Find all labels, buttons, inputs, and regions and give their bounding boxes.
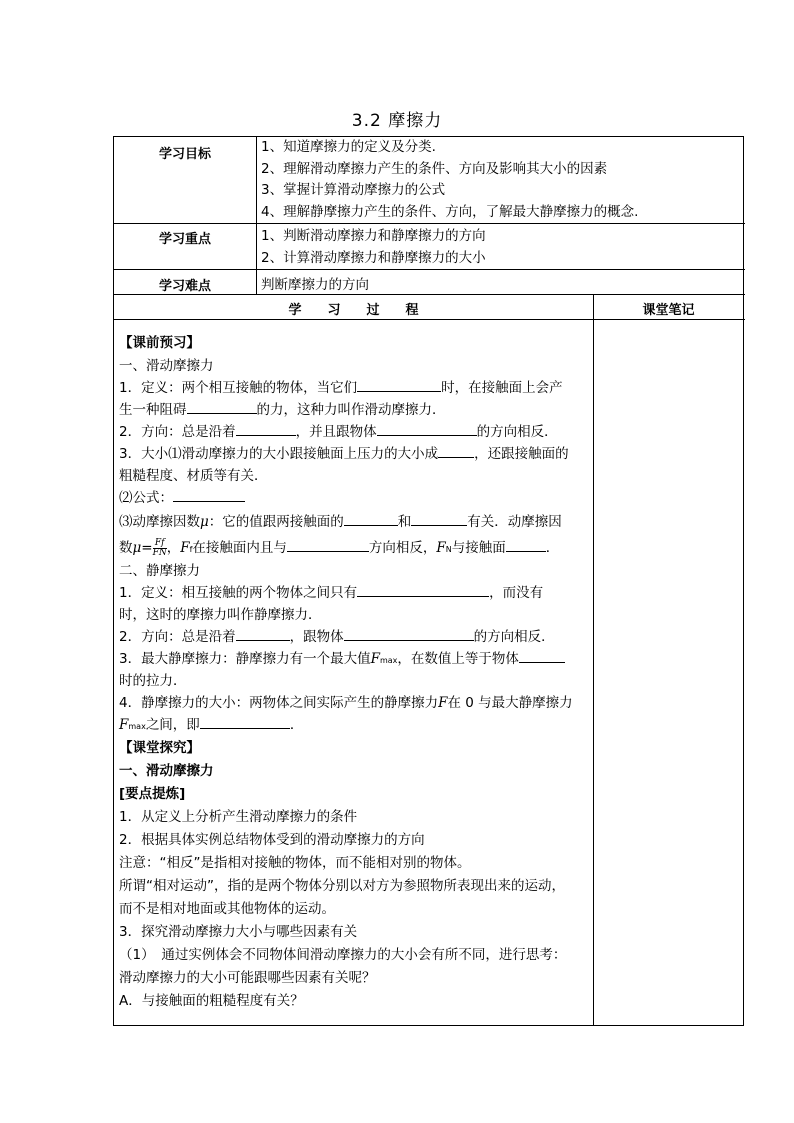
content-line: （1） 通过实例体会不同物体间滑动摩擦力的大小会有所不同，进行思考：	[119, 947, 567, 963]
content-line: 1．从定义上分析产生滑动摩擦力的条件	[119, 809, 358, 825]
content-line: 2．根据具体实例总结物体受到的滑动摩擦力的方向	[119, 832, 425, 848]
objective-item: 2、理解滑动摩擦力产生的条件、方向及影响其大小的因素	[261, 160, 608, 177]
key-points-list	[261, 225, 486, 269]
content-line: 1．定义：两个相互接触的物体，当它们 时，在接触面上会产	[119, 377, 563, 399]
content-line: 2．方向：总是沿着 ，跟物体 的方向相反．	[119, 626, 555, 648]
section-heading: 二、静摩擦力	[119, 563, 200, 579]
fill-blank	[173, 487, 245, 502]
page-title: 3.2 摩擦力	[351, 111, 443, 131]
row-divider	[114, 319, 745, 320]
content-line: 滑动摩擦力的大小可能跟哪些因素有关呢？	[119, 970, 376, 986]
section-heading: 一、滑动摩擦力	[119, 358, 214, 374]
content-line: Fmax之间，即 ．	[119, 714, 303, 738]
content-line: 1．定义：相互接触的两个物体之间只有 ，而没有	[119, 582, 543, 604]
preview-heading: 【课前预习】	[119, 335, 200, 351]
fill-blank	[357, 582, 489, 597]
content-line: ⑵公式：	[119, 487, 245, 509]
fill-blank	[519, 648, 565, 663]
explore-heading: 【课堂探究】	[119, 740, 200, 756]
lesson-table	[113, 136, 744, 1026]
content-line: 4．静摩擦力的大小：两物体之间实际产生的静摩擦力F在 0 与最大静摩擦力	[119, 695, 573, 711]
key-point-item: 2、计算滑动摩擦力和静摩擦力的大小	[261, 250, 486, 266]
fill-blank	[377, 421, 477, 436]
content-line: 所谓“相对运动”，指的是两个物体分别以对方为参照物所表现出来的运动，	[119, 878, 565, 894]
fill-blank	[344, 626, 474, 641]
column-divider	[593, 294, 594, 1025]
row-divider	[114, 223, 745, 224]
row-divider	[114, 294, 745, 295]
key-point-item: 1、判断滑动摩擦力和静摩擦力的方向	[261, 228, 486, 244]
content-line: ⑶动摩擦因数μ：它的值跟两接触面的 和 有关．动摩擦因	[119, 511, 562, 533]
difficulty-label: 学习难点	[158, 279, 211, 294]
fill-blank	[200, 714, 290, 729]
fill-blank	[357, 377, 441, 392]
fill-blank	[438, 443, 474, 458]
content-line: A．与接触面的粗糙程度有关？	[119, 993, 304, 1009]
content-line: 注意：“相反”是指相对接触的物体，而不能相对别的物体。	[119, 855, 471, 871]
key-heading: [要点提炼]	[119, 786, 186, 802]
fill-blank	[506, 537, 546, 552]
content-line: 时的拉力．	[119, 673, 187, 689]
content-line: 时，这时的摩擦力叫作静摩擦力．	[119, 607, 322, 623]
fill-blank	[287, 537, 369, 552]
content-line: 粗糙程度、材质等有关．	[119, 468, 268, 484]
content-line: 2．方向：总是沿着 ，并且跟物体 的方向相反．	[119, 421, 558, 443]
content-line: 3．探究滑动摩擦力大小与哪些因素有关	[119, 924, 358, 940]
formula-fraction: $\frac{Ff}{FN}$	[152, 537, 167, 558]
fill-blank	[236, 421, 296, 436]
objective-item: 3、掌握计算滑动摩擦力的公式	[261, 182, 446, 198]
key-points-label: 学习重点	[158, 232, 211, 247]
content-line: 生一种阻碍 的力，这种力叫作滑动摩擦力．	[119, 399, 446, 421]
content-line: 而不是相对地面或其他物体的运动。	[119, 901, 335, 917]
row-divider	[114, 269, 745, 270]
content-line: 数μ= $\frac{Ff}{FN}$ ，Ff在接触面内且与 方向相反，FN与接触面 ．	[119, 537, 560, 558]
fill-blank	[344, 511, 398, 526]
notes-header: 课堂笔记	[642, 303, 695, 318]
content-line: 3．大小⑴滑动摩擦力的大小跟接触面上压力的大小成 ，还跟接触面的	[119, 443, 569, 465]
process-header: 学 习 过 程	[288, 303, 419, 318]
objectives-list	[261, 137, 638, 223]
objective-item: 1、知道摩擦力的定义及分类.	[261, 139, 436, 155]
difficulty-text: 判断摩擦力的方向	[261, 277, 369, 293]
column-divider	[256, 137, 257, 294]
content-line: 3．最大静摩擦力：静摩擦力有一个最大值Fmax，在数值上等于物体	[119, 648, 565, 672]
fill-blank	[187, 399, 257, 414]
fill-blank	[236, 626, 290, 641]
objectives-label: 学习目标	[158, 147, 211, 162]
fill-blank	[411, 511, 467, 526]
section-heading: 一、滑动摩擦力	[119, 763, 214, 779]
objective-item: 4、理解静摩擦力产生的条件、方向，了解最大静摩擦力的概念.	[261, 203, 639, 220]
